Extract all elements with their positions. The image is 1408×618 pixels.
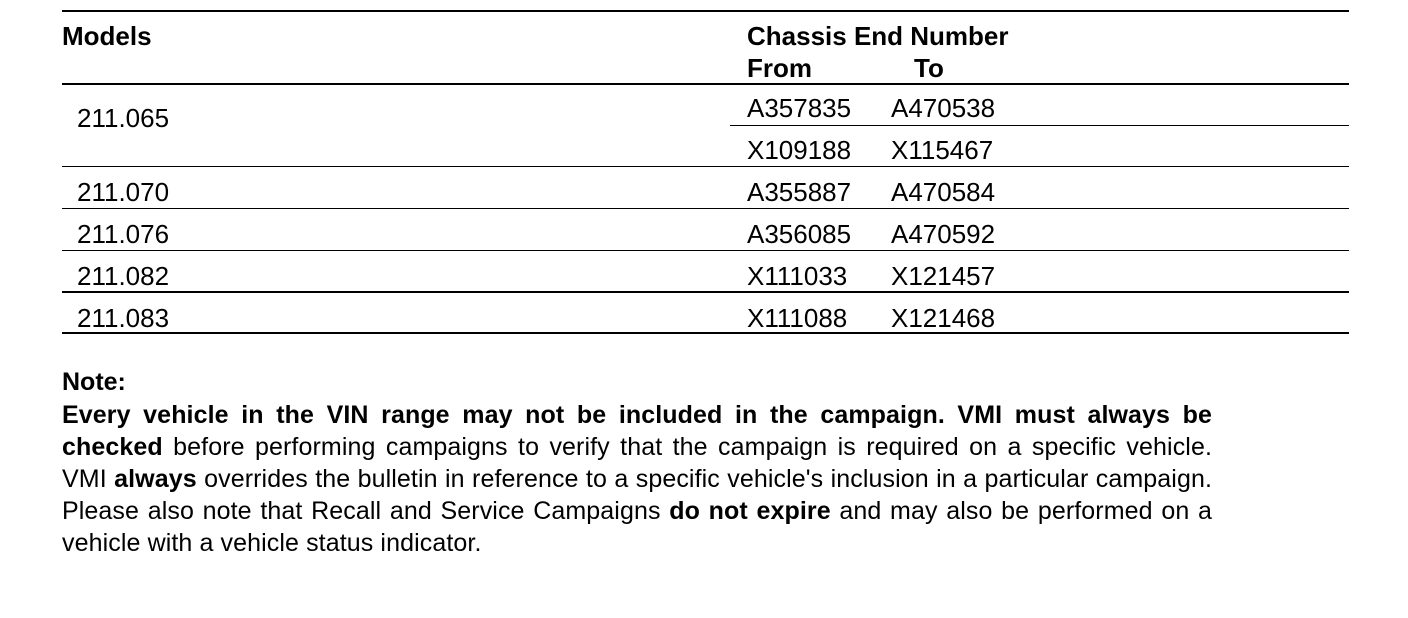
range-from: X111088	[747, 303, 848, 333]
note-text-1: before performing campaigns to verify that the campaign is required on a specific vehicle. VMI	[62, 433, 1212, 493]
range-to: X121457	[891, 261, 996, 291]
note-title: Note:	[62, 368, 126, 396]
range-from: X109188	[747, 135, 852, 165]
table-bottom-rule	[62, 332, 1349, 334]
note-text-3: and may also be performed on a vehicle with a vehicle status indicator.	[62, 497, 1212, 557]
table-row-model: 211.083	[77, 303, 170, 333]
table-row-model: 211.065	[77, 103, 170, 133]
row-rule	[62, 208, 1349, 209]
header-from: From	[747, 53, 812, 83]
table-row-model: 211.082	[77, 261, 170, 291]
range-to: A470592	[891, 219, 996, 249]
row-rule	[62, 291, 1349, 293]
table-row-model: 211.076	[77, 219, 170, 249]
range-to: A470584	[891, 177, 996, 207]
row-rule	[62, 166, 1349, 167]
note-paragraph	[62, 399, 1212, 559]
range-from: A356085	[747, 219, 852, 249]
range-from: A355887	[747, 177, 852, 207]
header-to: To	[914, 53, 944, 83]
header-bottom-rule	[62, 83, 1349, 85]
note-bold-do-not-expire: do not expire	[669, 497, 831, 525]
note-text-2: overrides the bulletin in reference to a specific vehicle's inclusion in a particular campaign. Please also note that Recall and Service Campaigns	[62, 465, 1212, 525]
note-bold-always: always	[114, 465, 197, 493]
table-top-rule	[62, 10, 1349, 12]
range-from: A357835	[747, 93, 852, 123]
row-rule	[62, 250, 1349, 251]
note-bold-intro: Every vehicle in the VIN range may not be included in the campaign. VMI must always be checked	[62, 401, 1212, 461]
range-to: X115467	[891, 135, 994, 165]
range-to: A470538	[891, 93, 996, 123]
table-row-model: 211.070	[77, 177, 170, 207]
subrange-rule	[730, 125, 1349, 126]
header-chassis-end-number: Chassis End Number	[747, 21, 1009, 51]
range-from: X111033	[747, 261, 848, 291]
range-to: X121468	[891, 303, 996, 333]
header-models: Models	[62, 21, 152, 51]
